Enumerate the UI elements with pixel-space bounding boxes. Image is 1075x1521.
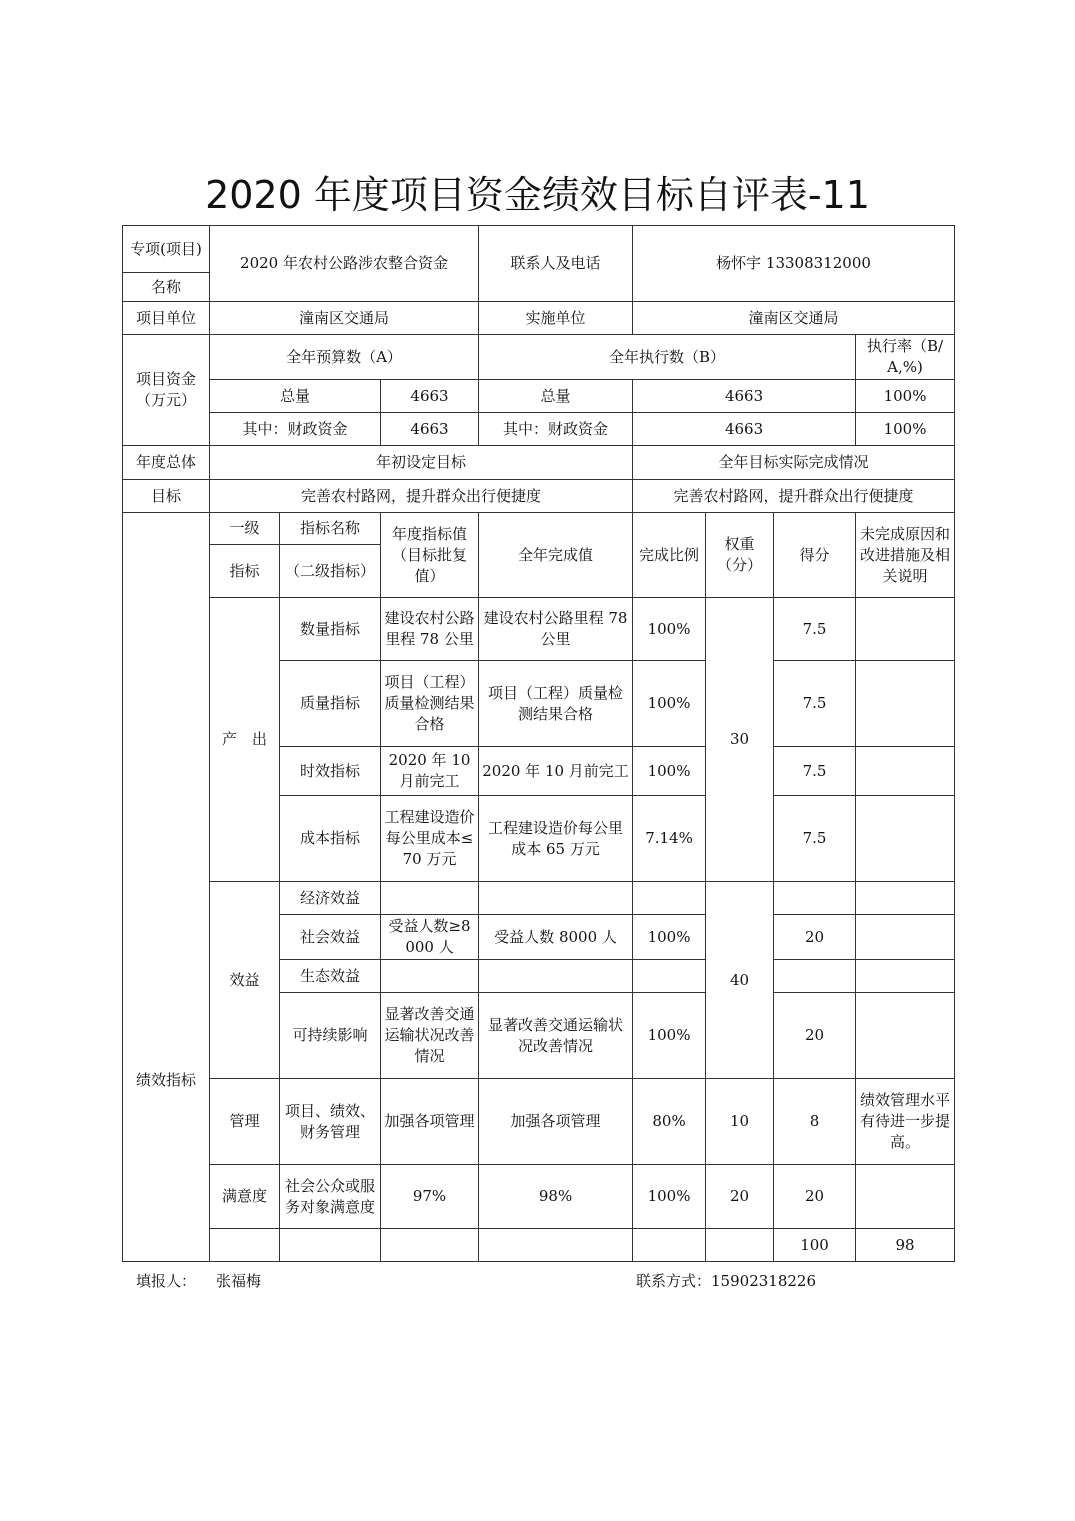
filler-label: 填报人： bbox=[136, 1272, 197, 1290]
indicator-score: 7.5 bbox=[774, 796, 856, 882]
impl-unit-value: 潼南区交通局 bbox=[633, 302, 955, 335]
indicator-actual: 2020 年 10 月前完工 bbox=[479, 747, 633, 796]
indicator-name: 时效指标 bbox=[280, 747, 381, 796]
indicator-ratio: 100% bbox=[633, 915, 706, 960]
total-budget-value: 4663 bbox=[381, 380, 479, 413]
indicator-name: 项目、绩效、财务管理 bbox=[280, 1079, 381, 1165]
indicator-score: 8 bbox=[774, 1079, 856, 1165]
indicator-reason bbox=[856, 960, 955, 993]
indicator-score bbox=[774, 882, 856, 915]
total-blank bbox=[633, 1229, 706, 1262]
page-title: 2020 年度项目资金绩效目标自评表-11 bbox=[205, 173, 870, 217]
indicator-reason bbox=[856, 747, 955, 796]
total-rate-value: 100% bbox=[856, 380, 955, 413]
actual-goal-header: 全年目标实际完成情况 bbox=[633, 446, 955, 480]
indicator-name: 数量指标 bbox=[280, 598, 381, 661]
satisfaction-weight: 20 bbox=[706, 1165, 774, 1229]
fiscal-budget-value: 4663 bbox=[381, 413, 479, 446]
target-header: 年度指标值（目标批复值） bbox=[381, 513, 479, 598]
fiscal-exec-label: 其中：财政资金 bbox=[479, 413, 633, 446]
indicator-target bbox=[381, 882, 479, 915]
benefit-label: 效益 bbox=[210, 882, 280, 1079]
management-weight: 10 bbox=[706, 1079, 774, 1165]
total-budget-label: 总量 bbox=[210, 380, 381, 413]
indicator-ratio: 7.14% bbox=[633, 796, 706, 882]
unit-value: 潼南区交通局 bbox=[210, 302, 479, 335]
indicator-name: 质量指标 bbox=[280, 661, 381, 747]
total-exec-value: 4663 bbox=[633, 380, 856, 413]
total-blank bbox=[479, 1229, 633, 1262]
rate-header: 执行率（B/A,%) bbox=[856, 335, 955, 380]
indicator-ratio bbox=[633, 882, 706, 915]
management-label: 管理 bbox=[210, 1079, 280, 1165]
total-blank bbox=[706, 1229, 774, 1262]
indicator-name: 经济效益 bbox=[280, 882, 381, 915]
funds-label: 项目资金（万元） bbox=[123, 335, 210, 446]
indicator-ratio: 100% bbox=[633, 1165, 706, 1229]
total-score: 98 bbox=[856, 1229, 955, 1262]
output-label: 产 出 bbox=[210, 598, 280, 882]
indicator-name: 生态效益 bbox=[280, 960, 381, 993]
indicator-actual bbox=[479, 882, 633, 915]
actual-header: 全年完成值 bbox=[479, 513, 633, 598]
satisfaction-label: 满意度 bbox=[210, 1165, 280, 1229]
contact-label: 联系人及电话 bbox=[479, 226, 633, 302]
indicator-score: 20 bbox=[774, 915, 856, 960]
indicator-target: 加强各项管理 bbox=[381, 1079, 479, 1165]
indicator-reason bbox=[856, 882, 955, 915]
exec-header: 全年执行数（B） bbox=[479, 335, 856, 380]
total-blank bbox=[210, 1229, 280, 1262]
contact-info bbox=[636, 1270, 816, 1292]
actual-goal-value: 完善农村路网，提升群众出行便捷度 bbox=[633, 480, 955, 513]
total-weight: 100 bbox=[774, 1229, 856, 1262]
indicator-name: 成本指标 bbox=[280, 796, 381, 882]
indicator-name-header-2: （二级指标） bbox=[280, 545, 381, 598]
indicator-target: 2020 年 10 月前完工 bbox=[381, 747, 479, 796]
indicator-actual: 建设农村公路里程 78 公里 bbox=[479, 598, 633, 661]
indicator-actual: 加强各项管理 bbox=[479, 1079, 633, 1165]
total-blank bbox=[280, 1229, 381, 1262]
indicator-reason bbox=[856, 796, 955, 882]
indicator-target bbox=[381, 960, 479, 993]
indicator-score: 7.5 bbox=[774, 661, 856, 747]
indicator-ratio bbox=[633, 960, 706, 993]
unit-label: 项目单位 bbox=[123, 302, 210, 335]
level1-header: 一级 bbox=[210, 513, 280, 545]
indicator-target: 受益人数≥8000 人 bbox=[381, 915, 479, 960]
initial-goal-header: 年初设定目标 bbox=[210, 446, 633, 480]
footer-contact-label: 联系方式： bbox=[636, 1272, 712, 1290]
indicator-name-header: 指标名称 bbox=[280, 513, 381, 545]
indicator-ratio: 80% bbox=[633, 1079, 706, 1165]
contact-value: 杨怀宇 13308312000 bbox=[633, 226, 955, 302]
indicator-reason bbox=[856, 598, 955, 661]
annual-goal-label-2: 目标 bbox=[123, 480, 210, 513]
indicator-target: 项目（工程）质量检测结果合格 bbox=[381, 661, 479, 747]
project-name-label-2: 名称 bbox=[123, 273, 210, 302]
benefit-weight: 40 bbox=[706, 882, 774, 1079]
output-weight: 30 bbox=[706, 598, 774, 882]
footer-contact-value: 15902318226 bbox=[711, 1272, 816, 1290]
indicator-reason bbox=[856, 1165, 955, 1229]
weight-header: 权重（分） bbox=[706, 513, 774, 598]
indicator-ratio: 100% bbox=[633, 747, 706, 796]
indicator-actual: 显著改善交通运输状况改善情况 bbox=[479, 993, 633, 1079]
budget-header: 全年预算数（A） bbox=[210, 335, 479, 380]
indicator-actual: 工程建设造价每公里成本 65 万元 bbox=[479, 796, 633, 882]
indicator-target: 建设农村公路里程 78 公里 bbox=[381, 598, 479, 661]
indicator-name: 社会效益 bbox=[280, 915, 381, 960]
filler-name: 张福梅 bbox=[216, 1272, 262, 1290]
indicator-name: 可持续影响 bbox=[280, 993, 381, 1079]
project-name-value: 2020 年农村公路涉农整合资金 bbox=[210, 226, 479, 302]
indicator-ratio: 100% bbox=[633, 993, 706, 1079]
indicator-actual: 受益人数 8000 人 bbox=[479, 915, 633, 960]
self-evaluation-table bbox=[122, 225, 955, 1262]
indicator-name: 社会公众或服务对象满意度 bbox=[280, 1165, 381, 1229]
indicator-target: 显著改善交通运输状况改善情况 bbox=[381, 993, 479, 1079]
fiscal-budget-label: 其中：财政资金 bbox=[210, 413, 381, 446]
annual-goal-label: 年度总体 bbox=[123, 446, 210, 480]
reason-header: 未完成原因和改进措施及相关说明 bbox=[856, 513, 955, 598]
indicator-actual: 98% bbox=[479, 1165, 633, 1229]
ratio-header: 完成比例 bbox=[633, 513, 706, 598]
indicator-score: 7.5 bbox=[774, 747, 856, 796]
indicator-score: 7.5 bbox=[774, 598, 856, 661]
indicator-actual: 项目（工程）质量检测结果合格 bbox=[479, 661, 633, 747]
indicator-target: 97% bbox=[381, 1165, 479, 1229]
score-header: 得分 bbox=[774, 513, 856, 598]
indicator-actual bbox=[479, 960, 633, 993]
indicator-score bbox=[774, 960, 856, 993]
fiscal-exec-value: 4663 bbox=[633, 413, 856, 446]
indicator-ratio: 100% bbox=[633, 598, 706, 661]
project-name-label: 专项(项目) bbox=[123, 226, 210, 273]
initial-goal-value: 完善农村路网，提升群众出行便捷度 bbox=[210, 480, 633, 513]
indicator-reason: 绩效管理水平有待进一步提高。 bbox=[856, 1079, 955, 1165]
fiscal-rate-value: 100% bbox=[856, 413, 955, 446]
filler-info bbox=[136, 1270, 261, 1292]
indicator-score: 20 bbox=[774, 993, 856, 1079]
total-exec-label: 总量 bbox=[479, 380, 633, 413]
indicator-score: 20 bbox=[774, 1165, 856, 1229]
indicator-reason bbox=[856, 915, 955, 960]
indicator-ratio: 100% bbox=[633, 661, 706, 747]
indicator-reason bbox=[856, 993, 955, 1079]
indicator-target: 工程建设造价每公里成本≤70 万元 bbox=[381, 796, 479, 882]
total-blank bbox=[381, 1229, 479, 1262]
level1-header-2: 指标 bbox=[210, 545, 280, 598]
indicators-section-label: 绩效指标 bbox=[123, 513, 210, 1262]
indicator-reason bbox=[856, 661, 955, 747]
impl-unit-label: 实施单位 bbox=[479, 302, 633, 335]
